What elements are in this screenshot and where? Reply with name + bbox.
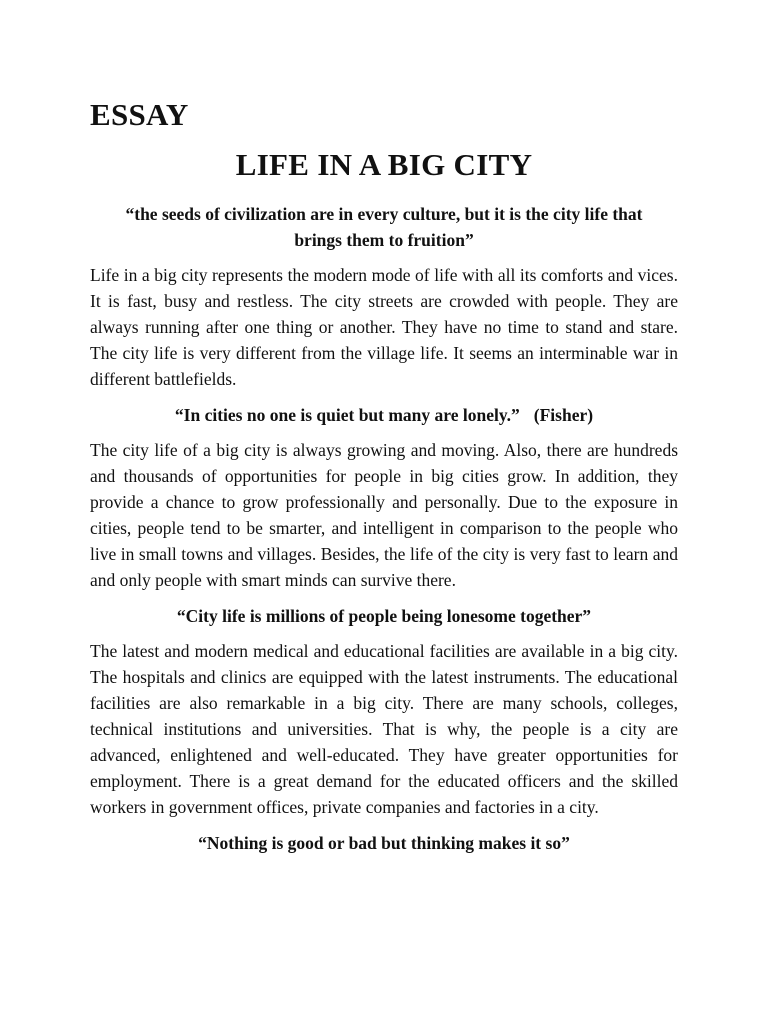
opening-quote: “the seeds of civilization are in every culture, but it is the city life that brings them to fruition” bbox=[125, 204, 643, 250]
paragraph-opportunities: The city life of a big city is always growing and moving. Also, there are hundreds and thousands of opportunities for people in big cities grow. In addition, they provide a chance to grow professionally and personally. Due to the exposure in cities, people tend to be smarter, and intelligent in comparison to the people who live in small towns and villages. Besides, the life of the city is very fast to learn and and only people with smart minds can survive there. bbox=[90, 440, 678, 590]
quote-fisher bbox=[90, 402, 678, 428]
quote-fisher-author: (Fisher) bbox=[533, 405, 594, 425]
document-page bbox=[90, 95, 678, 856]
quote-lonesome: “City life is millions of people being lonesome together” bbox=[176, 606, 592, 626]
quote-thinking: “Nothing is good or bad but thinking makes it so” bbox=[198, 833, 570, 853]
paragraph-facilities: The latest and modern medical and educational facilities are available in a big city. The hospitals and clinics are equipped with the latest instruments. The educational facilities are also remarkable in a big city. There are many schools, colleges, technical institutions and universities. That is why, the people is a city are advanced, enlightened and well-educated. They have greater opportunities for employment. There is a great demand for the educated officers and the skilled workers in government offices, private companies and factories in a city. bbox=[90, 641, 678, 817]
quote-fisher-text: “In cities no one is quiet but many are lonely.” bbox=[174, 405, 520, 425]
essay-title: LIFE IN A BIG CITY bbox=[235, 147, 533, 182]
document-label: ESSAY bbox=[90, 97, 189, 132]
paragraph-intro: Life in a big city represents the modern mode of life with all its comforts and vices. It is fast, busy and restless. The city streets are crowded with people. They are always running after one thing or another. They have no time to stand and stare. The city life is very different from the village life. It seems an interminable war in different battlefields. bbox=[90, 265, 678, 389]
